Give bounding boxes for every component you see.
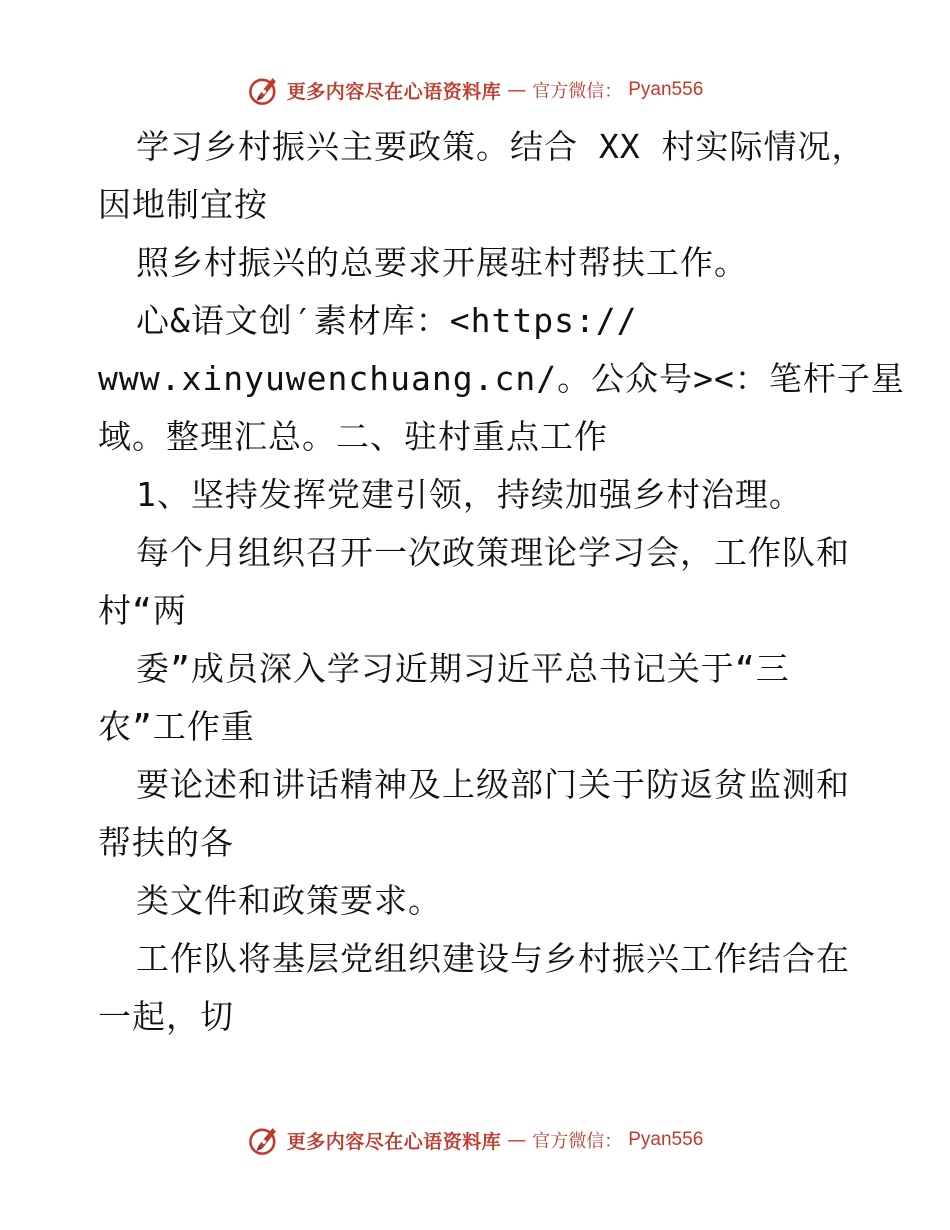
banner-wechat-id: Pyan556 xyxy=(628,79,704,100)
body-line: 域。整理汇总。二、驻村重点工作 xyxy=(98,417,608,456)
body-line: 要论述和讲话精神及上级部门关于防返贫监测和 xyxy=(136,765,850,804)
banner-title: 更多内容尽在心语资料库 xyxy=(286,1130,502,1153)
pen-nib-logo-icon xyxy=(247,1123,281,1157)
body-line: 1、坚持发挥党建引领，持续加强乡村治理。 xyxy=(136,475,803,514)
body-line: 村“两 xyxy=(98,591,187,630)
header-banner xyxy=(0,70,950,110)
banner-title: 更多内容尽在心语资料库 xyxy=(286,80,502,103)
body-line: 照乡村振兴的总要求开展驻村帮扶工作。 xyxy=(136,243,748,282)
document-body xyxy=(98,118,905,1046)
banner-wechat-id: Pyan556 xyxy=(628,1129,704,1150)
banner-dash: — xyxy=(507,79,527,101)
body-line: 每个月组织召开一次政策理论学习会，工作队和 xyxy=(136,533,850,572)
body-line: 心&语文创′素材库：<https:// xyxy=(136,301,638,340)
body-line: 工作队将基层党组织建设与乡村振兴工作结合在 xyxy=(136,939,850,978)
body-line: 一起，切 xyxy=(98,997,234,1036)
body-line: 类文件和政策要求。 xyxy=(136,881,442,920)
banner-dash: — xyxy=(507,1129,527,1151)
banner-wechat-label: 官方微信： xyxy=(532,81,623,102)
body-line: 学习乡村振兴主要政策。结合 XX 村实际情况， xyxy=(136,127,866,166)
body-line: 农”工作重 xyxy=(98,707,255,746)
pen-nib-logo-icon xyxy=(247,73,281,107)
banner-wechat-label: 官方微信： xyxy=(532,1131,623,1152)
body-line: 委”成员深入学习近期习近平总书记关于“三 xyxy=(136,649,790,688)
body-line: 帮扶的各 xyxy=(98,823,234,862)
body-line: 因地制宜按 xyxy=(98,185,268,224)
footer-banner xyxy=(0,1120,950,1160)
body-line: www.xinyuwenchuang.cn/。公众号><：笔杆子星 xyxy=(98,359,905,398)
